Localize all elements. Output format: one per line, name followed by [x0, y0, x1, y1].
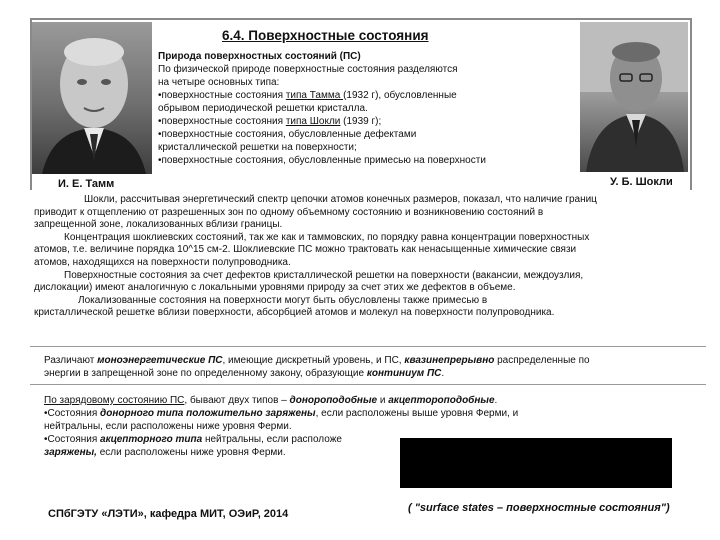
bullet-shockley: •поверхностные состояния типа Шокли (1939 г);	[158, 116, 382, 127]
divider	[30, 346, 706, 347]
para3-line: заряжены, если расположены ниже уровня Ферми.	[44, 447, 286, 458]
bullet-tamm: •поверхностные состояния типа Тамма (1932 г), обусловленные	[158, 90, 457, 101]
tamm-portrait	[32, 22, 152, 174]
continuum-paragraph	[44, 354, 708, 380]
bullet-defects-cont: кристаллической решетки на поверхности;	[158, 142, 357, 153]
bullet-defects: •поверхностные состояния, обусловленные дефектами	[158, 129, 417, 140]
redaction-box	[400, 438, 672, 488]
body-line: приводит к отщеплению от разрешенных зон по одному объемному состоянию и возникновению состояний в	[34, 206, 544, 218]
caption-shockley: У. Б. Шокли	[610, 176, 673, 188]
para3-line: По зарядовому состоянию ПС, бывают двух типов – донороподобные и акцептороподобные.	[44, 395, 498, 406]
body-line: Концентрация шоклиевских состояний, так же как и таммовских, по порядку равна концентрации поверхностных	[64, 231, 590, 243]
shockley-portrait-drawing	[580, 22, 688, 172]
body-line: кристаллической решетке вблизи поверхности, абсорбцией атомов и молекул на поверхности полупроводника.	[34, 307, 555, 319]
footer-institution: СПбГЭТУ «ЛЭТИ», кафедра МИТ, ОЭиР, 2014	[48, 508, 289, 520]
body-text	[34, 194, 706, 320]
tamm-portrait-drawing	[32, 22, 152, 174]
body-line: атомов, т.е. величине порядка 10^15 см-2. Шоклиевские ПС можно трактовать как ненасыщенные химические связи	[34, 244, 577, 256]
divider	[30, 384, 706, 385]
shockley-portrait	[580, 22, 688, 172]
intro-line: на четыре основных типа:	[158, 77, 280, 88]
para3-line: •Состояния акцепторного типа нейтральны, если расположе	[44, 434, 342, 445]
intro-heading: Природа поверхностных состояний (ПС)	[158, 51, 361, 62]
intro-block	[158, 50, 578, 167]
bullet-tamm-cont: обрывом периодической решетки кристалла.	[158, 103, 368, 114]
para3-line: •Состояния донорного типа положительно заряжены, если расположены выше уровня Ферми, и	[44, 408, 519, 419]
frame-top-border	[30, 18, 692, 20]
bullet-impurity: •поверхностные состояния, обусловленные примесью на поверхности	[158, 155, 486, 166]
body-line: Локализованные состояния на поверхности могут быть обусловлены также примесью в	[78, 294, 488, 306]
footer-translation: ( "surface states – поверхностные состояния")	[408, 502, 670, 514]
caption-tamm: И. Е. Тамм	[58, 178, 115, 190]
body-line: Поверхностные состояния за счет дефектов кристаллической решетки на поверхности (вакансии, междоузлия,	[64, 269, 584, 281]
intro-line: По физической природе поверхностные состояния разделяются	[158, 64, 458, 75]
para2-line: Различают моноэнергетические ПС, имеющие дискретный уровень, и ПС, квазинепрерывно распределенные по	[44, 355, 590, 366]
para3-line: нейтральны, если расположены ниже уровня Ферми.	[44, 421, 292, 432]
frame-right-border	[690, 18, 692, 190]
body-line: атомов, находящихся на поверхности полупроводника.	[34, 256, 291, 268]
body-line: дислокации) имеют аналогичную с локальными уровнями природу за счет этих же дефектов в объеме.	[34, 282, 516, 294]
body-line: запрещенной зоне, локализованных вблизи границы.	[34, 219, 283, 231]
para2-line: энергии в запрещенной зоне по определенному закону, образующие континиум ПС.	[44, 368, 445, 379]
body-line: Шокли, рассчитывая энергетический спектр цепочки атомов конечных размеров, показал, что наличие границ	[84, 194, 597, 205]
page-title: 6.4. Поверхностные состояния	[222, 28, 429, 43]
